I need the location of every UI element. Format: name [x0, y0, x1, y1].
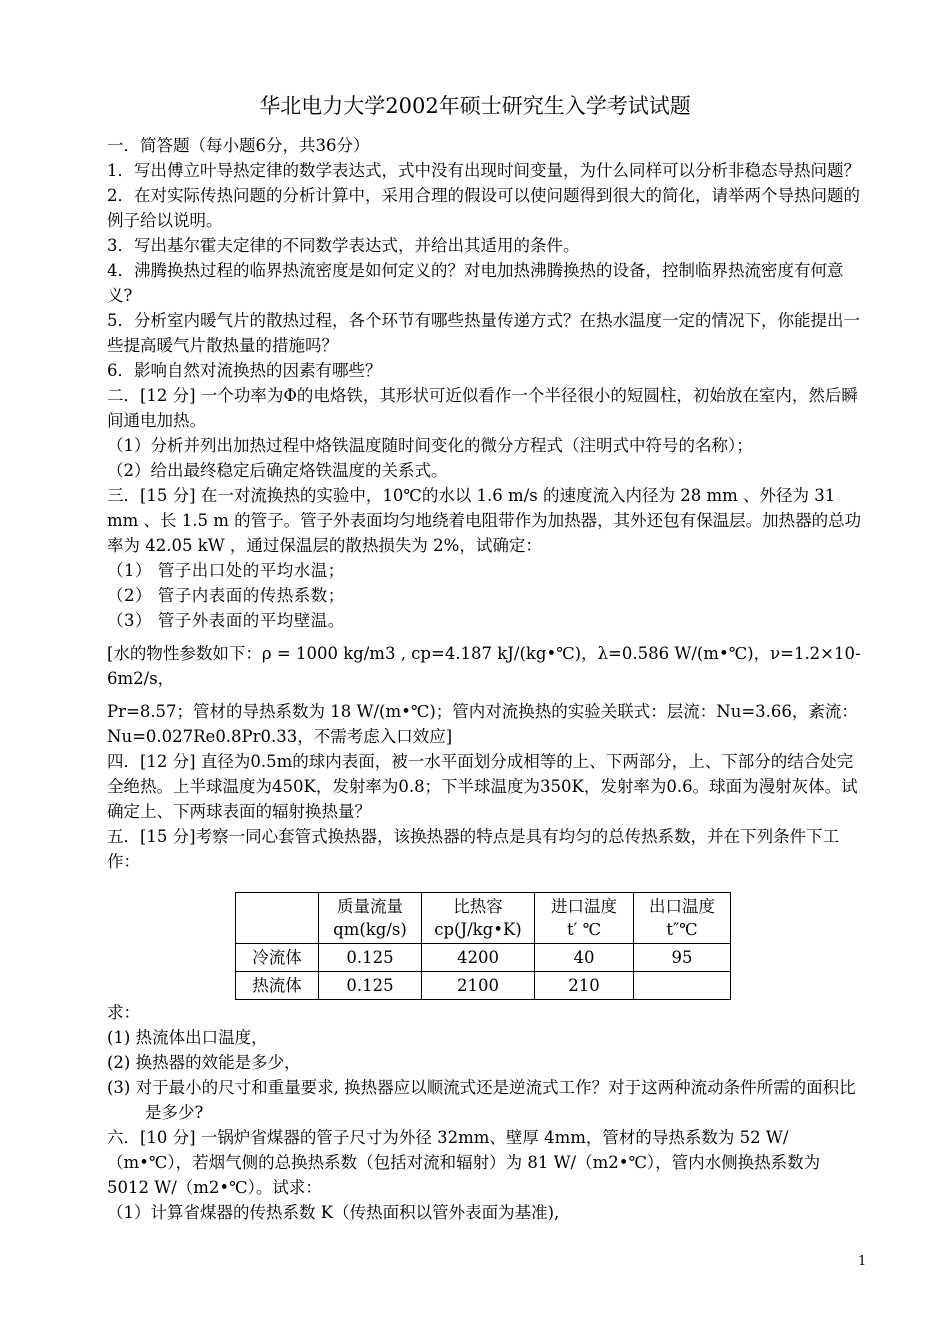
section5-item-3: (3) 对于最小的尺寸和重量要求, 换热器应以顺流式还是逆流式工作？对于这两种流动条件所需的面积比是多少? — [107, 1078, 856, 1122]
table-cell: 210 — [535, 972, 634, 1000]
section3-item-3: （3） 管子外表面的平均壁温。 — [107, 611, 345, 630]
heat-exchanger-table — [235, 892, 731, 1000]
section3-properties-2: Pr=8.57；管材的导热系数为 18 W/(m•℃)；管内对流换热的实验关联式：层流：Nu=3.66，紊流：Nu=0.027Re0.8Pr0.33，不需考虑入口效应] — [107, 702, 858, 746]
table-row — [236, 944, 731, 972]
section5-ask: 求： — [107, 1003, 140, 1022]
table-header-cell: 进口温度 t′ ℃ — [535, 893, 634, 944]
section3-properties-1: [水的物性参数如下：ρ = 1000 kg/m3 , cp=4.187 kJ/(kg•℃)，λ=0.586 W/(m•℃)，ν=1.2×10-6m2/s， — [107, 644, 861, 688]
table-header-cell: 质量流量 qm(kg/s) — [319, 893, 422, 944]
table-cell: 4200 — [422, 944, 535, 972]
question-1: 1．写出傅立叶导热定律的数学表达式，式中没有出现时间变量，为什么同样可以分析非稳态导热问题？ — [107, 161, 860, 180]
section1-heading: 一．简答题（每小题6分，共36分） — [107, 136, 370, 155]
section2-item-1: （1）分析并列出加热过程中烙铁温度随时间变化的微分方程式（注明式中符号的名称）； — [107, 436, 753, 455]
section5-heading: 五．[15 分]考察一同心套管式换热器，该换热器的特点是具有均匀的总传热系数，并在下列条件下工作： — [107, 827, 840, 871]
table-header-cell: 出口温度 t″℃ — [634, 893, 731, 944]
table-header-row — [236, 893, 731, 944]
section6-item-1: （1）计算省煤器的传热系数 K（传热面积以管外表面为基准), — [107, 1203, 560, 1222]
page-number: 1 — [858, 1254, 867, 1269]
section2-heading: 二．[12 分] 一个功率为Φ的电烙铁，其形状可近似看作一个半径很小的短圆柱，初始放在室内，然后瞬间通电加热。 — [107, 386, 858, 430]
section3-item-2: （2） 管子内表面的传热系数； — [107, 586, 345, 605]
table-header-cell: 比热容 cp(J/kg•K) — [422, 893, 535, 944]
section5-item-1: (1) 热流体出口温度， — [107, 1028, 268, 1047]
table-cell: 2100 — [422, 972, 535, 1000]
table-cell: 95 — [634, 944, 731, 972]
question-3: 3．写出基尔霍夫定律的不同数学表达式，并给出其适用的条件。 — [107, 236, 580, 255]
exam-content — [107, 133, 867, 1225]
table-cell: 冷流体 — [236, 944, 319, 972]
table-cell: 40 — [535, 944, 634, 972]
table-cell: 0.125 — [319, 972, 422, 1000]
question-6: 6．影响自然对流换热的因素有哪些？ — [107, 361, 382, 380]
table-cell: 0.125 — [319, 944, 422, 972]
question-2: 2．在对实际传热问题的分析计算中，采用合理的假设可以使问题得到很大的简化，请举两个导热问题的例子给以说明。 — [107, 186, 860, 230]
question-4: 4．沸腾换热过程的临界热流密度是如何定义的？对电加热沸腾换热的设备，控制临界热流密度有何意义? — [107, 261, 844, 305]
section5-item-2: (2) 换热器的效能是多少， — [107, 1053, 301, 1072]
section6-heading: 六．[10 分] 一锅炉省煤器的管子尺寸为外径 32mm、壁厚 4mm，管材的导热系数为 52 W/（m•℃），若烟气侧的总换热系数（包括对流和辐射）为 81 W/（m2•℃），管内水侧换热系数为 5012 W/（m2•℃）。试求： — [107, 1128, 821, 1197]
table-cell — [634, 972, 731, 1000]
section4-heading: 四．[12 分] 直径为0.5m的球内表面，被一水平面划分成相等的上、下两部分，上、下部分的结合处完全绝热。上半球温度为450K，发射率为0.8；下半球温度为350K，发射率为0.6。球面为漫射灰体。试确定上、下两球表面的辐射换热量？ — [107, 752, 858, 821]
page-title: 华北电力大学2002年硕士研究生入学考试试题 — [259, 94, 691, 118]
section3-heading: 三．[15 分] 在一对流换热的实验中，10℃的水以 1.6 m/s 的速度流入内径为 28 mm 、外径为 31 mm 、长 1.5 m 的管子。管子外表面均匀地绕着电阻带作为加热器，其外还包有保温层。加热器的总功率为 42.05 kW ，通过保温层的散热损失为 2%，试确定： — [107, 486, 862, 555]
question-5: 5．分析室内暖气片的散热过程，各个环节有哪些热量传递方式？在热水温度一定的情况下，你能提出一些提高暖气片散热量的措施吗？ — [107, 311, 860, 355]
section2-item-2: （2）给出最终稳定后确定烙铁温度的关系式。 — [107, 461, 448, 480]
section3-item-1: （1） 管子出口处的平均水温； — [107, 561, 345, 580]
table-cell: 热流体 — [236, 972, 319, 1000]
table-header-cell — [236, 893, 319, 944]
table-row — [236, 972, 731, 1000]
